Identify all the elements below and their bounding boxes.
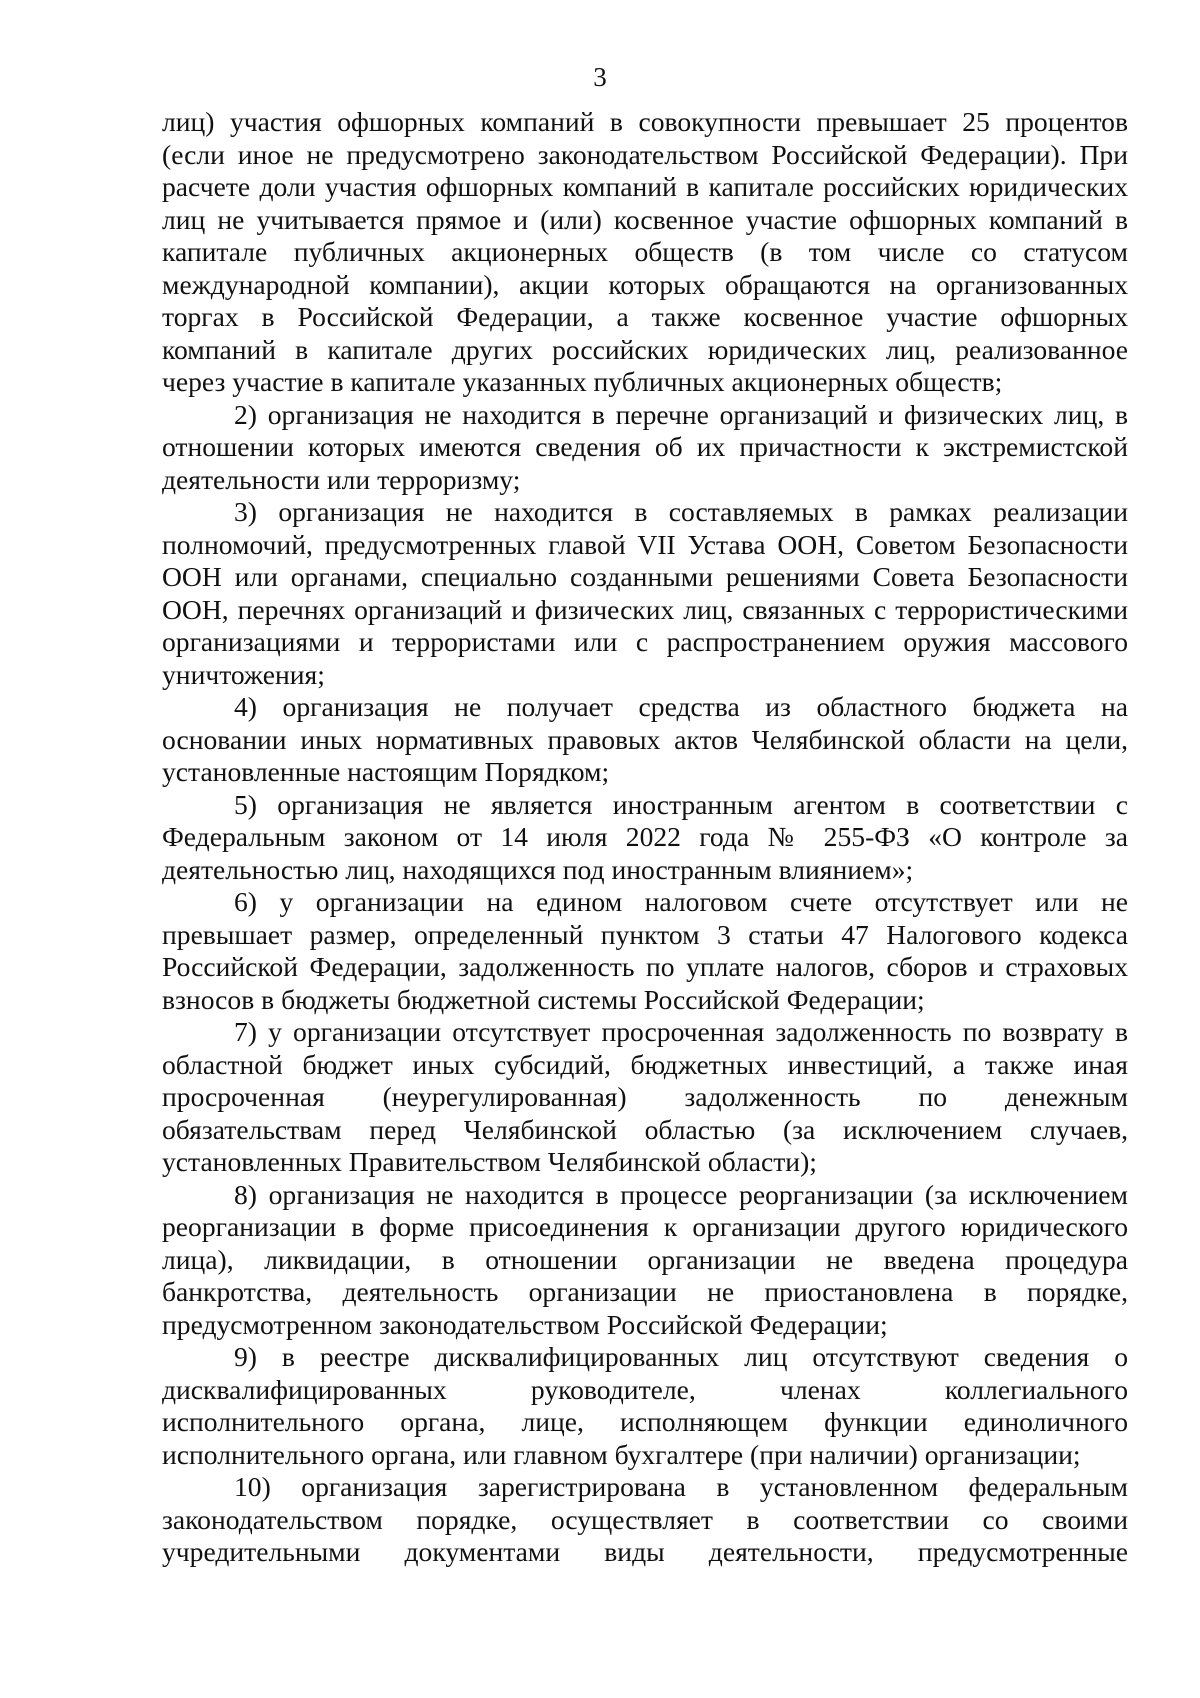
- text-line: просроченная (неурегулированная) задолженность по денежным: [162, 1081, 1128, 1112]
- text-line: основании иных нормативных правовых актов Челябинской области на цели,: [162, 723, 1128, 755]
- page-number: 3: [593, 62, 607, 92]
- text-line: ООН, перечнях организаций и физических лиц, связанных с террористическими: [162, 593, 1128, 625]
- text-line: законодательством порядке, осуществляет в соответствии со своими: [162, 1503, 1128, 1535]
- text-line: 2) организация не находится в перечне организаций и физических лиц, в: [234, 398, 1128, 430]
- text-line: Российской Федерации, задолженность по уплате налогов, сборов и страховых: [162, 951, 1128, 982]
- text-line: 10) организация зарегистрирована в установленном федеральным: [234, 1471, 1128, 1502]
- text-line: уничтожения;: [162, 658, 325, 690]
- text-line: реорганизации в форме присоединения к организации другого юридического: [162, 1211, 1128, 1242]
- text-line: предусмотренном законодательством Российской Федерации;: [162, 1308, 888, 1340]
- text-line: взносов в бюджеты бюджетной системы Российской Федерации;: [162, 983, 925, 1015]
- text-line: через участие в капитале указанных публичных акционерных обществ;: [162, 366, 1003, 397]
- text-line: деятельности или терроризму;: [162, 463, 521, 495]
- text-line: деятельностью лиц, находящихся под иностранным влиянием»;: [162, 853, 914, 885]
- text-line: лиц не учитывается прямое и (или) косвенное участие офшорных компаний в: [162, 203, 1128, 235]
- text-line: лица), ликвидации, в отношении организации не введена процедура: [162, 1243, 1128, 1275]
- text-line: 8) организация не находится в процессе реорганизации (за исключением: [234, 1178, 1128, 1210]
- document-body: [162, 106, 1128, 1569]
- text-line: 7) у организации отсутствует просроченная задолженность по возврату в: [234, 1016, 1128, 1047]
- text-line: ООН или органами, специально созданными решениями Совета Безопасности: [162, 561, 1128, 592]
- text-line: 3) организация не находится в составляемых в рамках реализации: [234, 496, 1128, 527]
- text-line: международной компании), акции которых обращаются на организованных: [162, 268, 1128, 300]
- text-line: капитале публичных акционерных обществ (в том числе со статусом: [162, 236, 1128, 267]
- text-line: полномочий, предусмотренных главой VII Устава ООН, Советом Безопасности: [162, 528, 1128, 560]
- text-line: расчете доли участия офшорных компаний в капитале российских юридических: [162, 171, 1128, 202]
- text-line: 9) в реестре дисквалифицированных лиц отсутствуют сведения о: [234, 1341, 1128, 1372]
- text-line: банкротства, деятельность организации не приостановлена в порядке,: [162, 1276, 1128, 1307]
- text-line: организациями и террористами или с распространением оружия массового: [162, 626, 1128, 657]
- text-line: установленных Правительством Челябинской области);: [162, 1146, 817, 1177]
- text-line: дисквалифицированных руководителе, членах коллегиального: [162, 1373, 1128, 1405]
- text-line: (если иное не предусмотрено законодательством Российской Федерации). При: [162, 138, 1128, 170]
- text-line: 6) у организации на едином налоговом счете отсутствует или не: [234, 886, 1128, 917]
- text-line: компаний в капитале других российских юридических лиц, реализованное: [162, 333, 1128, 365]
- text-line: 4) организация не получает средства из областного бюджета на: [234, 691, 1128, 722]
- text-line: Федеральным законом от 14 июля 2022 года № 255-ФЗ «О контроле за: [162, 821, 1128, 852]
- text-line: областной бюджет иных субсидий, бюджетных инвестиций, а также иная: [162, 1048, 1128, 1080]
- text-line: торгах в Российской Федерации, а также косвенное участие офшорных: [162, 301, 1128, 332]
- text-line: лиц) участия офшорных компаний в совокупности превышает 25 процентов: [162, 106, 1128, 137]
- text-line: обязательствам перед Челябинской областью (за исключением случаев,: [162, 1113, 1128, 1145]
- text-line: учредительными документами виды деятельности, предусмотренные: [162, 1536, 1128, 1567]
- text-line: исполнительного органа, лице, исполняющем функции единоличного: [162, 1406, 1128, 1437]
- text-line: установленные настоящим Порядком;: [162, 756, 610, 787]
- text-line: отношении которых имеются сведения об их причастности к экстремистской: [162, 431, 1128, 462]
- text-line: исполнительного органа, или главном бухгалтере (при наличии) организации;: [162, 1438, 1081, 1470]
- text-line: превышает размер, определенный пунктом 3 статьи 47 Налогового кодекса: [162, 918, 1128, 950]
- text-line: 5) организация не является иностранным агентом в соответствии с: [234, 788, 1128, 820]
